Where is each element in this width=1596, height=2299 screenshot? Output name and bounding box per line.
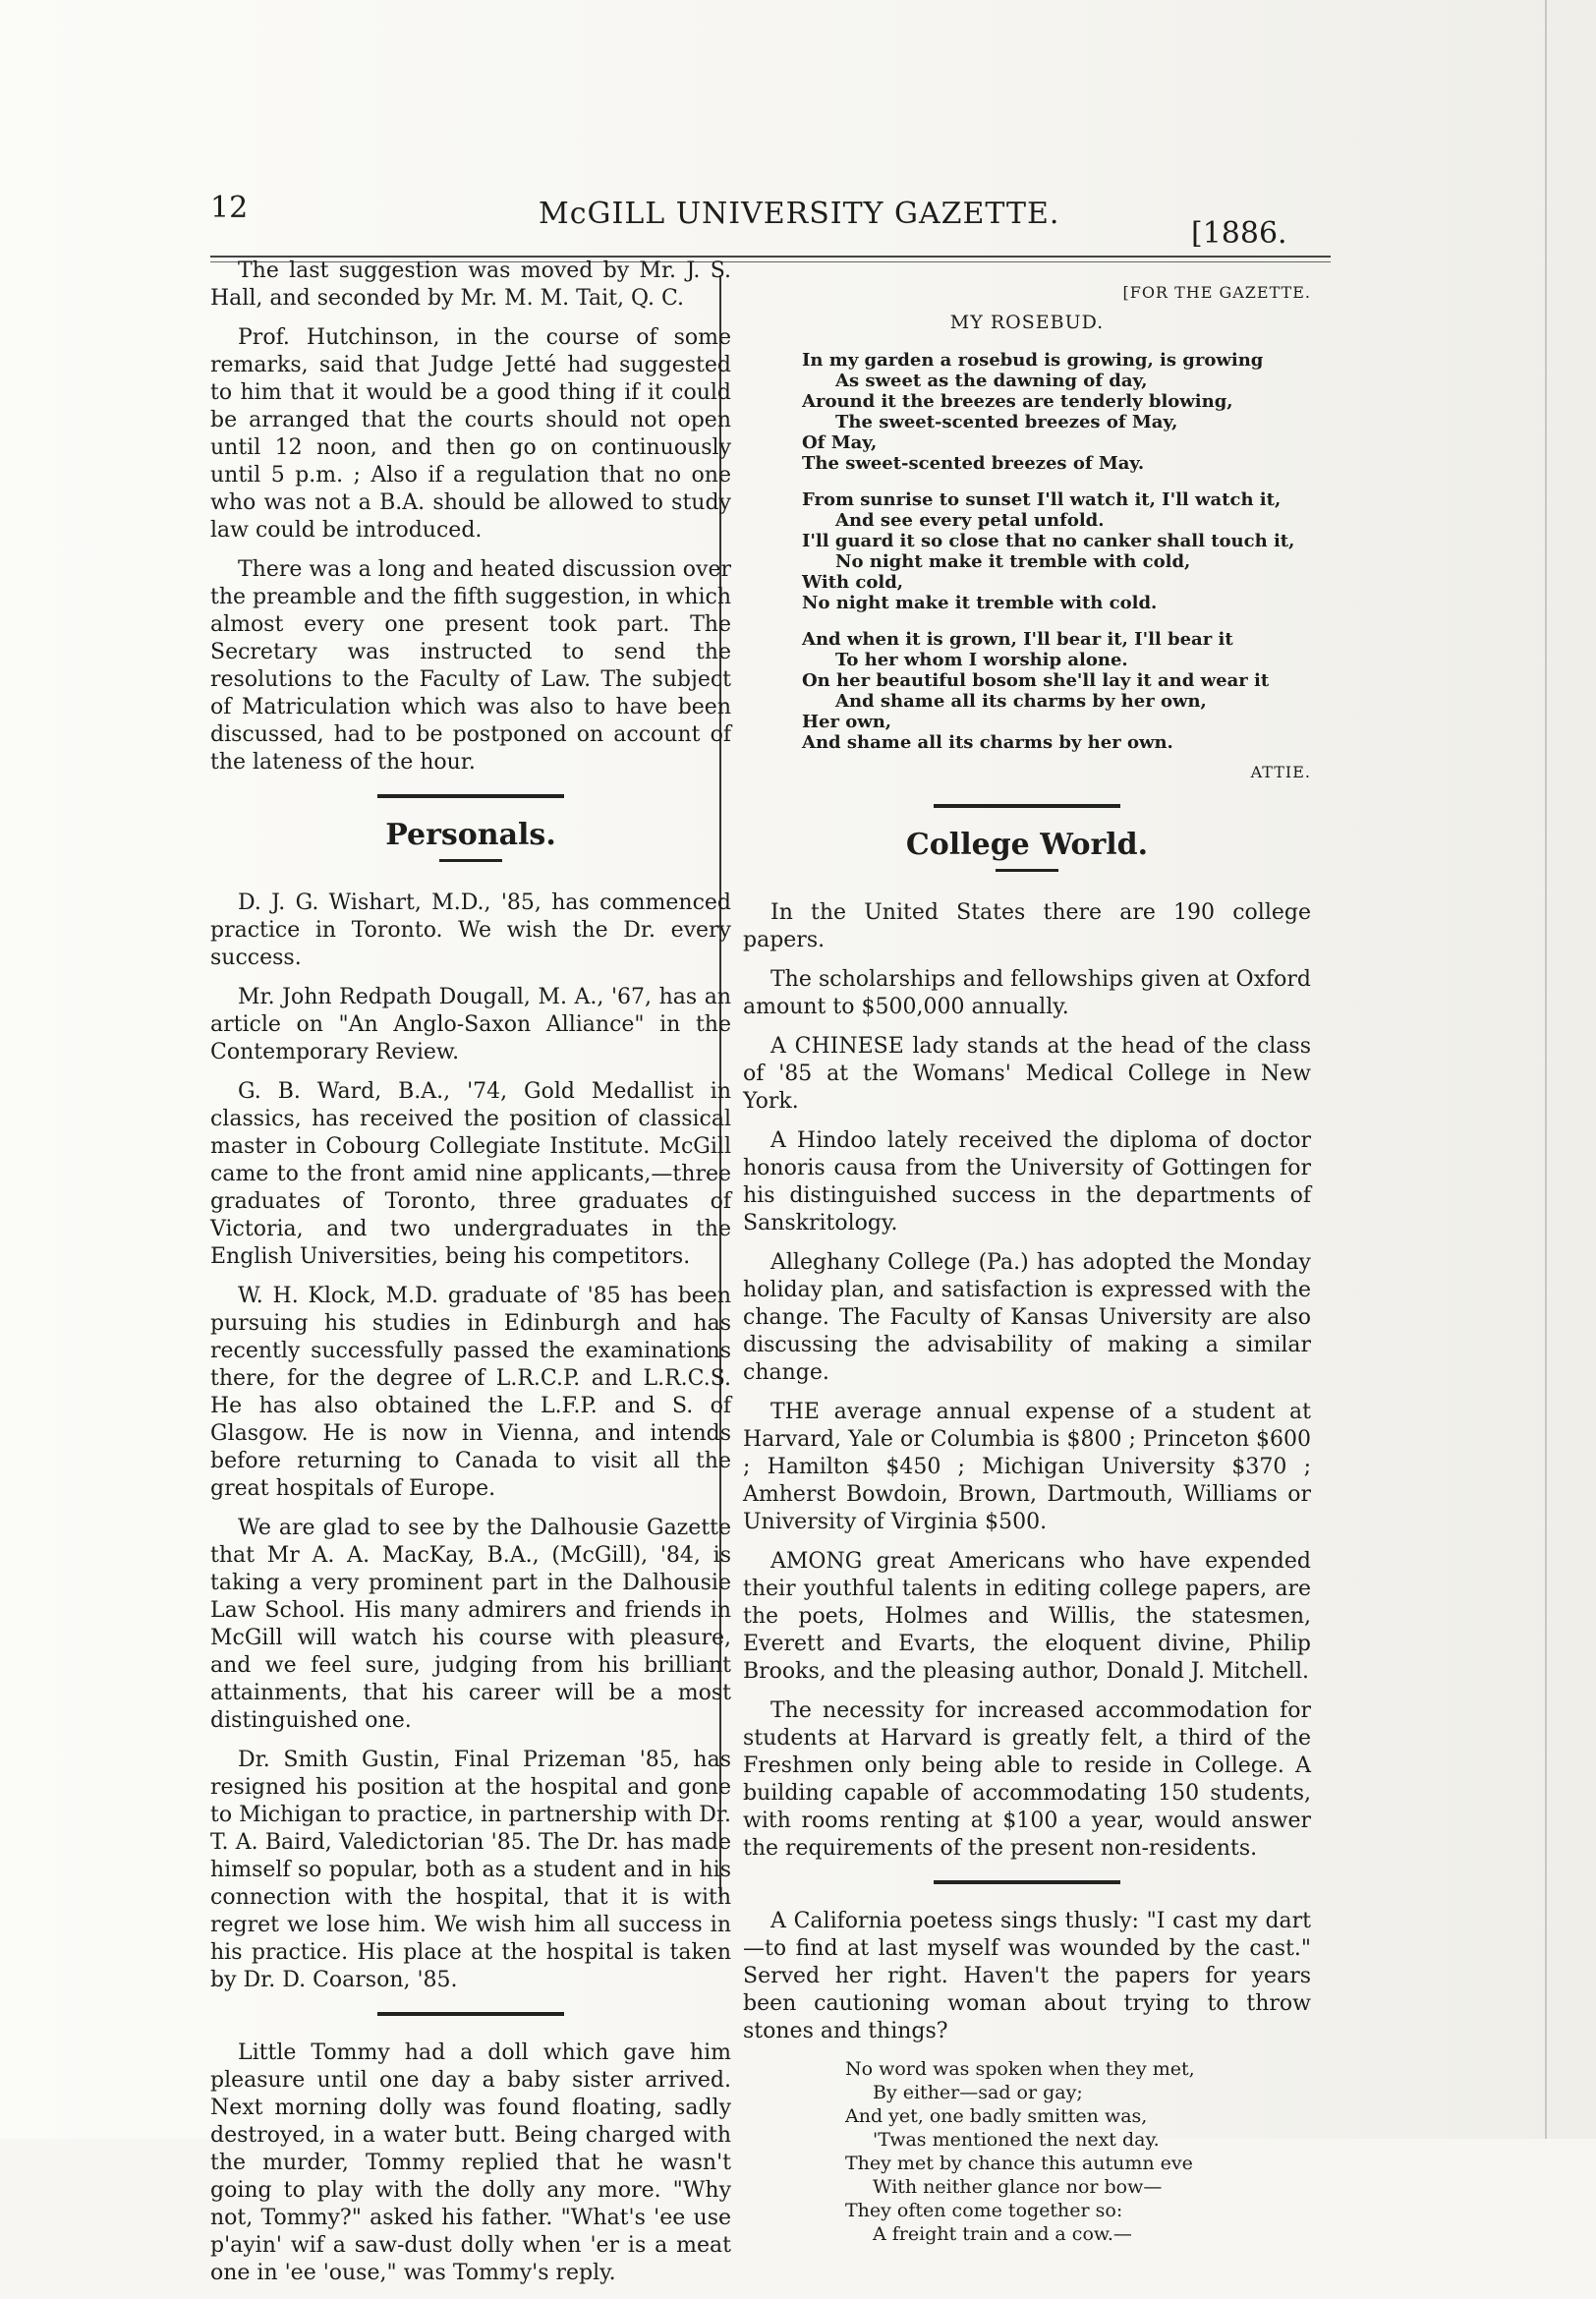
publication-title: McGILL UNIVERSITY GAZETTE.	[539, 197, 1060, 231]
verse-line: A freight train and a cow.—	[873, 2223, 1132, 2245]
poem	[743, 350, 1311, 753]
college-item: THE average annual expense of a student at Harvard, Yale or Columbia is $800 ; Princeton $600 ; Hamilton $450 ; Michigan University $370 ; Amherst Bowdoin, Brown, Dartmouth, Williams or University of Virginia $500.	[743, 1400, 1311, 1534]
personal-item: Dr. Smith Gustin, Final Prizeman '85, has resigned his position at the hospital and gone to Michigan to practice, in partnership with Dr. T. A. Baird, Valedictorian '85. The Dr. has made himself so popular, both as a student and in his connection with the hospital, that it is with regret we lose him. We wish him all success in his practice. His place at the hospital is taken by Dr. D. Coarson, '85.	[210, 1748, 731, 1992]
verse-line: And shame all its charms by her own.	[802, 732, 1173, 753]
verse-line: And see every petal unfold.	[835, 510, 1105, 531]
poem-author: ATTIE.	[1250, 763, 1311, 781]
verse-line: No word was spoken when they met,	[845, 2058, 1195, 2080]
verse-line: Her own,	[802, 712, 892, 732]
paragraph: There was a long and heated discussion over the preamble and the fifth suggestion, in which almost every one present took part. The Secretary was instructed to send the resolutions to the Faculty of Law. The subject of Matriculation which was also to have been discussed, had to be postponed on account of the lateness of the hour.	[210, 557, 731, 775]
section-separator	[934, 804, 1120, 808]
verse-line: And yet, one badly smitten was,	[845, 2105, 1148, 2127]
college-item: A CHINESE lady stands at the head of the class of '85 at the Womans' Medical College in New York.	[743, 1034, 1311, 1114]
page-number: 12	[210, 191, 249, 225]
left-column	[210, 258, 731, 2299]
personal-item: We are glad to see by the Dalhousie Gazette that Mr A. A. MacKay, B.A., (McGill), '84, is taking a very prominent part in the Dalhousie Law School. His many admirers and friends in McGill will watch his course with pleasure, and we feel sure, judging from his brilliant attainments, that his career will be a most distinguished one.	[210, 1516, 731, 1733]
college-world-heading: College World.	[905, 828, 1149, 862]
verse-line: From sunrise to sunset I'll watch it, I'll watch it,	[802, 489, 1282, 510]
poem-credit: [FOR THE GAZETTE.	[1122, 283, 1311, 302]
personal-item: W. H. Klock, M.D. graduate of '85 has been pursuing his studies in Edinburgh and has recently successfully passed the examinations there, for the degree of L.R.C.P. and L.R.C.S. He has also obtained the L.F.P. and S. of Glasgow. He is now in Vienna, and intends before returning to Canada to visit all the great hospitals of Europe.	[210, 1284, 731, 1501]
college-item: In the United States there are 190 college papers.	[743, 900, 1311, 952]
personal-item: D. J. G. Wishart, M.D., '85, has commenced practice in Toronto. We wish the Dr. every success.	[210, 891, 731, 970]
verse-line: No night make it tremble with cold.	[802, 593, 1158, 613]
verse-line: With neither glance nor bow—	[873, 2176, 1163, 2198]
verse-line: Around it the breezes are tenderly blowing,	[802, 391, 1233, 412]
heading-underline	[439, 859, 502, 862]
verse-line: They often come together so:	[845, 2200, 1123, 2221]
right-column	[743, 279, 1311, 2246]
paragraph: The last suggestion was moved by Mr. J. S. Hall, and seconded by Mr. M. M. Tait, Q. C.	[210, 259, 731, 311]
heading-underline	[996, 869, 1058, 872]
page-edge-shadow	[1545, 0, 1547, 2139]
college-item: A Hindoo lately received the diploma of doctor honoris causa from the University of Gottingen for his distinguished success in the departments of Sanskritology.	[743, 1128, 1311, 1236]
college-item: Alleghany College (Pa.) has adopted the Monday holiday plan, and satisfaction is expressed with the change. The Faculty of Kansas University are also discussing the advisability of making a similar change.	[743, 1250, 1311, 1385]
california-item: A California poetess sings thusly: "I cast my dart —to find at last myself was wounded by the cast." Served her right. Haven't the papers for years been cautioning woman about trying to throw stones and things?	[743, 1909, 1311, 2043]
verse	[845, 2057, 1311, 2246]
poem-title: MY ROSEBUD.	[949, 312, 1105, 333]
personal-item: Mr. John Redpath Dougall, M. A., '67, has an article on "An Anglo-Saxon Alliance" in the Contemporary Review.	[210, 985, 731, 1064]
section-separator	[934, 1880, 1120, 1884]
verse-line: 'Twas mentioned the next day.	[873, 2129, 1160, 2151]
section-separator	[377, 2012, 564, 2016]
verse-line: They met by chance this autumn eve	[845, 2153, 1193, 2174]
verse-line: And shame all its charms by her own,	[835, 691, 1207, 712]
personals-heading: Personals.	[385, 818, 556, 852]
issue-year: [1886.	[1191, 216, 1287, 251]
verse-line: The sweet-scented breezes of May.	[802, 453, 1145, 474]
section-separator	[377, 794, 564, 798]
personal-item: G. B. Ward, B.A., '74, Gold Medallist in classics, has received the position of classical master in Cobourg Collegiate Institute. McGill came to the front amid nine applicants,—three graduates of Toronto, three graduates of Victoria, and two undergraduates in the English Universities, being his competitors.	[210, 1079, 731, 1269]
poem-stanza	[802, 350, 1311, 474]
verse-line: No night make it tremble with cold,	[835, 551, 1191, 572]
college-item: AMONG great Americans who have expended their youthful talents in editing college papers, are the poets, Holmes and Willis, the statesmen, Everett and Evarts, the eloquent divine, Philip Brooks, and the pleasing author, Donald J. Mitchell.	[743, 1549, 1311, 1684]
verse-line: With cold,	[802, 572, 904, 593]
poem-stanza	[802, 629, 1311, 753]
tommy-anecdote: Little Tommy had a doll which gave him pleasure until one day a baby sister arrived. Next morning dolly was found floating, sadly destroyed, in a water butt. Being charged with the murder, Tommy replied that he wasn't going to play with the dolly any more. "Why not, Tommy?" asked his father. "What's 'ee use p'ayin' wif a saw-dust dolly when 'er is a meat one in 'ee 'ouse," was Tommy's reply.	[210, 2040, 731, 2285]
verse-line: The sweet-scented breezes of May,	[835, 412, 1178, 432]
verse-line: By either—sad or gay;	[873, 2082, 1083, 2103]
poem-stanza	[802, 489, 1311, 613]
verse-line: In my garden a rosebud is growing, is growing	[802, 350, 1264, 371]
verse-line: I'll guard it so close that no canker shall touch it,	[802, 531, 1295, 551]
college-item: The scholarships and fellowships given at Oxford amount to $500,000 annually.	[743, 967, 1311, 1019]
verse-line: Of May,	[802, 432, 878, 453]
paragraph: Prof. Hutchinson, in the course of some remarks, said that Judge Jetté had suggested to him that it would be a good thing if it could be arranged that the courts should not open until 12 noon, and then go on continuously until 5 p.m. ; Also if a regulation that no one who was not a B.A. should be allowed to study law could be introduced.	[210, 325, 731, 543]
college-item: The necessity for increased accommodation for students at Harvard is greatly felt, a third of the Freshmen only being able to reside in College. A building capable of accommodating 150 students, with rooms renting at $100 a year, would answer the requirements of the present non-residents.	[743, 1698, 1311, 1861]
verse-line: To her whom I worship alone.	[835, 650, 1128, 670]
verse-line: And when it is grown, I'll bear it, I'll bear it	[802, 629, 1233, 650]
verse-line: On her beautiful bosom she'll lay it and wear it	[802, 670, 1270, 691]
verse-line: As sweet as the dawning of day,	[835, 371, 1148, 391]
